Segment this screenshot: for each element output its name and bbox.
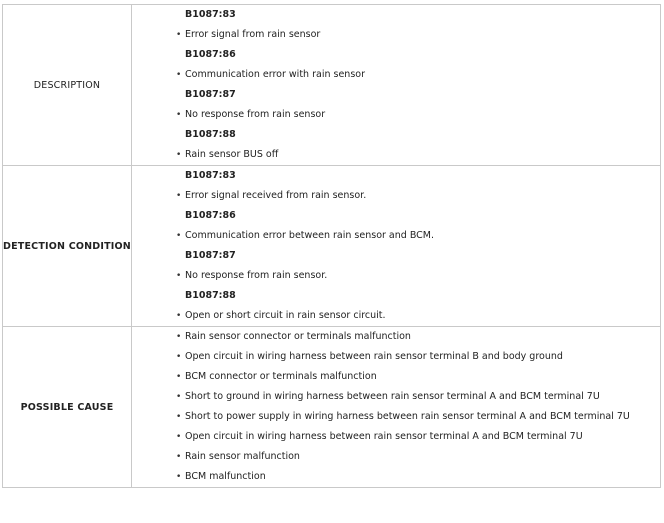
bullet-icon: •: [176, 70, 182, 80]
bullet-icon: •: [176, 110, 182, 120]
detection-condition-row: [3, 166, 661, 327]
detection-condition-label: DETECTION CONDITION: [3, 166, 132, 327]
bullet-icon: •: [176, 452, 182, 462]
description-content: [132, 5, 661, 166]
bullet-text: Short to ground in wiring harness between rain sensor terminal A and BCM terminal 7U: [185, 391, 600, 402]
bullet-item: [132, 145, 660, 165]
bullet-text: Short to power supply in wiring harness between rain sensor terminal A and BCM terminal 7U: [185, 411, 630, 422]
bullet-text: Open circuit in wiring harness between rain sensor terminal B and body ground: [185, 351, 563, 362]
bullet-text: BCM malfunction: [185, 471, 266, 482]
dtc-code: B1087:86: [185, 210, 236, 221]
possible-cause-content: [132, 327, 661, 488]
bullet-item: [132, 306, 660, 326]
bullet-text: No response from rain sensor.: [185, 270, 328, 281]
description-label: DESCRIPTION: [3, 5, 132, 166]
possible-cause-label: POSSIBLE CAUSE: [3, 327, 132, 488]
bullet-item: [132, 407, 660, 427]
bullet-text: BCM connector or terminals malfunction: [185, 371, 377, 382]
dtc-code: B1087:83: [185, 170, 236, 181]
bullet-text: Open or short circuit in rain sensor circuit.: [185, 310, 386, 321]
bullet-text: Error signal received from rain sensor.: [185, 190, 367, 201]
bullet-icon: •: [176, 231, 182, 241]
bullet-item: [132, 327, 660, 347]
bullet-item: [132, 427, 660, 447]
bullet-text: Communication error with rain sensor: [185, 69, 365, 80]
bullet-item: [132, 467, 660, 487]
bullet-text: Rain sensor malfunction: [185, 451, 300, 462]
bullet-icon: •: [176, 191, 182, 201]
dtc-spec-table: [2, 4, 661, 488]
bullet-icon: •: [176, 372, 182, 382]
dtc-code: B1087:88: [185, 129, 236, 140]
bullet-text: Rain sensor BUS off: [185, 149, 279, 160]
bullet-icon: •: [176, 30, 182, 40]
description-row: [3, 5, 661, 166]
bullet-icon: •: [176, 412, 182, 422]
bullet-item: [132, 226, 660, 246]
bullet-text: Open circuit in wiring harness between rain sensor terminal A and BCM terminal 7U: [185, 431, 583, 442]
bullet-item: [132, 387, 660, 407]
bullet-icon: •: [176, 472, 182, 482]
dtc-code: B1087:83: [185, 9, 236, 20]
bullet-icon: •: [176, 432, 182, 442]
dtc-code: B1087:87: [185, 250, 236, 261]
bullet-item: [132, 65, 660, 85]
bullet-icon: •: [176, 332, 182, 342]
bullet-item: [132, 25, 660, 45]
bullet-item: [132, 266, 660, 286]
dtc-code: B1087:87: [185, 89, 236, 100]
bullet-text: Rain sensor connector or terminals malfunction: [185, 331, 411, 342]
bullet-item: [132, 105, 660, 125]
bullet-item: [132, 367, 660, 387]
bullet-icon: •: [176, 271, 182, 281]
bullet-icon: •: [176, 352, 182, 362]
bullet-item: [132, 447, 660, 467]
bullet-text: Error signal from rain sensor: [185, 29, 321, 40]
detection-condition-content: [132, 166, 661, 327]
dtc-code: B1087:86: [185, 49, 236, 60]
bullet-icon: •: [176, 311, 182, 321]
bullet-item: [132, 347, 660, 367]
bullet-text: Communication error between rain sensor and BCM.: [185, 230, 435, 241]
possible-cause-row: [3, 327, 661, 488]
bullet-text: No response from rain sensor: [185, 109, 326, 120]
dtc-code: B1087:88: [185, 290, 236, 301]
bullet-icon: •: [176, 392, 182, 402]
bullet-item: [132, 186, 660, 206]
bullet-icon: •: [176, 150, 182, 160]
